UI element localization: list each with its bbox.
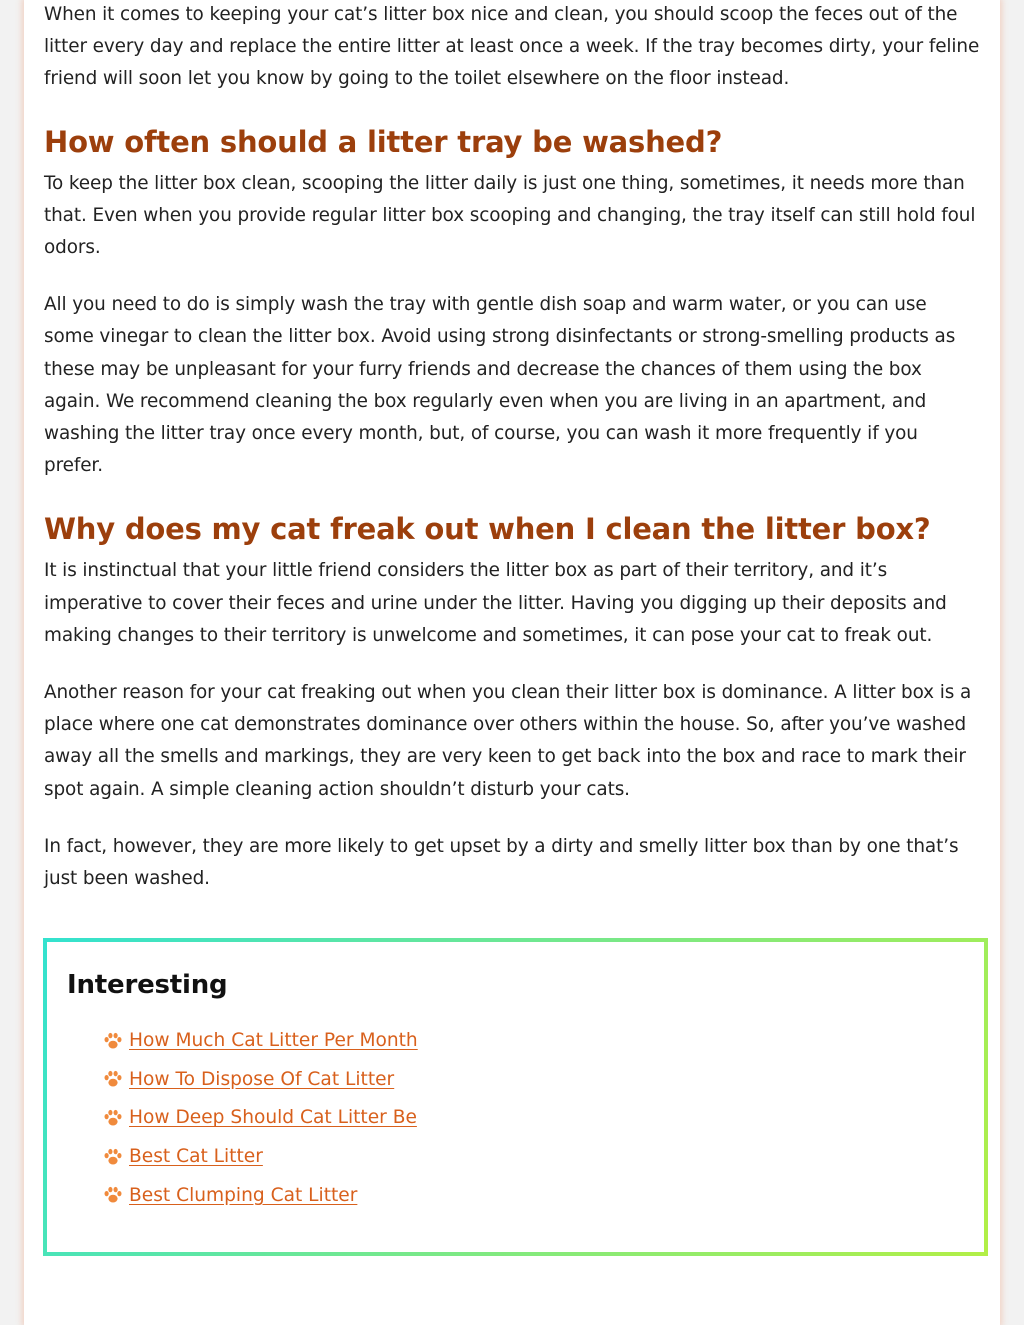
list-item [103, 1099, 964, 1138]
section-paragraph: It is instinctual that your little friend considers the litter box as part of their territory, and it’s imperative to cover their feces and urine under the litter. Having you digging up their deposits and making changes to their territory is unwelcome and sometimes, it can pose your cat to freak out. [44, 560, 947, 646]
list-item [103, 1176, 964, 1215]
interesting-title: Interesting [67, 970, 228, 1001]
list-item [103, 1021, 964, 1060]
paw-icon [103, 1031, 123, 1051]
intro-paragraph: When it comes to keeping your cat’s litter box nice and clean, you should scoop the feces out of the litter every day and replace the entire litter at least once a week. If the tray becomes dirty, your feline friend will soon let you know by going to the toilet elsewhere on the floor instead. [44, 4, 980, 90]
article-page [24, 0, 1000, 1325]
interesting-link[interactable]: How Deep Should Cat Litter Be [129, 1107, 417, 1129]
list-item [103, 1060, 964, 1099]
interesting-link[interactable]: How To Dispose Of Cat Litter [129, 1068, 395, 1090]
interesting-box-inner [47, 942, 984, 1252]
paw-icon [103, 1069, 123, 1089]
section-paragraph: Another reason for your cat freaking out when you clean their litter box is dominance. A litter box is a place where one cat demonstrates dominance over others within the house. So, after you’ve washed away all the smells and markings, they are very keen to get back into the box and race to mark their spot again. A simple cleaning action shouldn’t disturb your cats. [44, 682, 972, 800]
paw-icon [103, 1108, 123, 1128]
section-heading-cat-freak-out: Why does my cat freak out when I clean the litter box? [44, 512, 931, 547]
article-content [44, 0, 980, 1256]
section-paragraph: To keep the litter box clean, scooping the litter daily is just one thing, sometimes, it needs more than that. Even when you provide regular litter box scooping and changing, the tray itself can still hold foul odors. [44, 172, 976, 259]
interesting-link[interactable]: Best Clumping Cat Litter [129, 1184, 358, 1206]
interesting-box [43, 938, 988, 1256]
section-paragraph: All you need to do is simply wash the tray with gentle dish soap and warm water, or you can use some vinegar to clean the litter box. Avoid using strong disinfectants or strong-smelling products as these may be unpleasant for your furry friends and decrease the chances of them using the box again. We recommend cleaning the box regularly even when you are living in an apartment, and washing the litter tray once every month, but, of course, you can wash it more frequently if you prefer. [44, 294, 956, 477]
paw-icon [103, 1185, 123, 1205]
spacer [44, 920, 980, 938]
interesting-link-list [67, 1021, 964, 1214]
list-item [103, 1137, 964, 1176]
interesting-link[interactable]: Best Cat Litter [129, 1146, 263, 1168]
paw-icon [103, 1147, 123, 1167]
interesting-link[interactable]: How Much Cat Litter Per Month [129, 1030, 418, 1052]
section-heading-wash-frequency: How often should a litter tray be washed? [44, 124, 723, 159]
section-paragraph: In fact, however, they are more likely to get upset by a dirty and smelly litter box than by one that’s just been washed. [44, 835, 959, 890]
